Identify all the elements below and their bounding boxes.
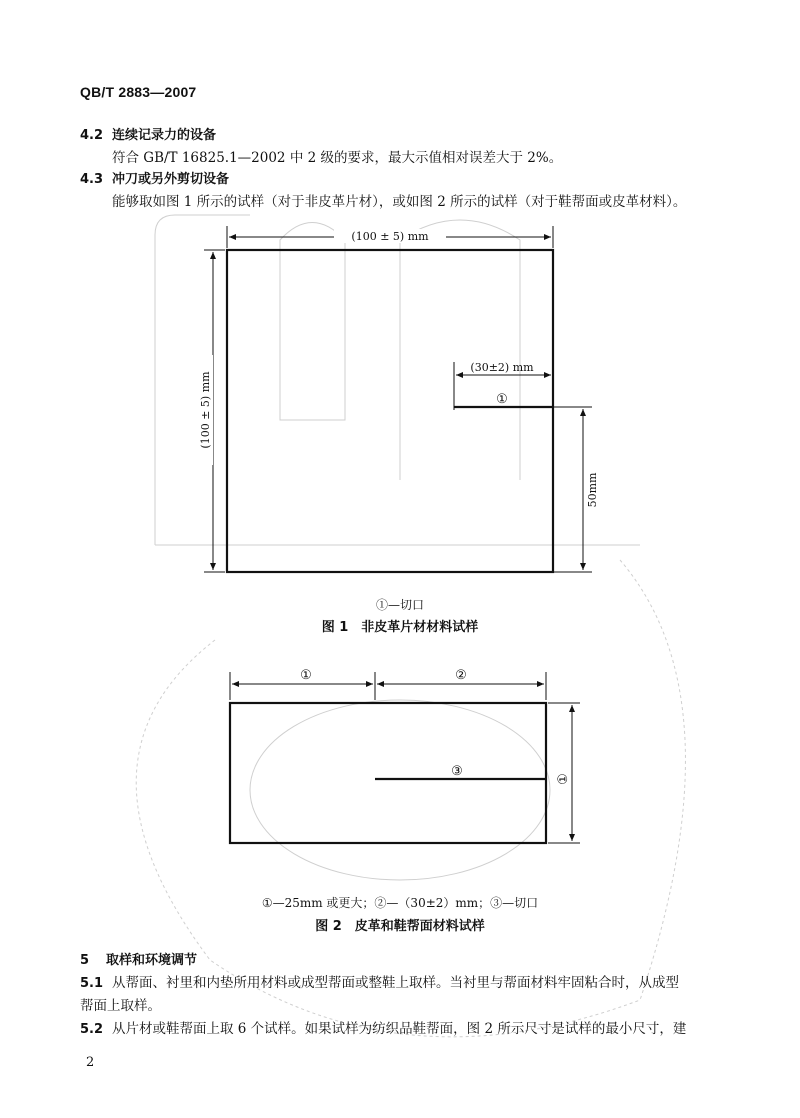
fifty-mm-label: 50mm <box>586 472 599 508</box>
section-number: 5 <box>80 953 90 968</box>
section-4-2-text: 符合 GB/T 16825.1—2002 中 2 级的要求，最大示值相对误差大于 2%。 <box>112 150 563 166</box>
figure-1 <box>199 226 599 572</box>
paragraph-text: 从帮面、衬里和内垫所用材料或成型帮面或整鞋上取样。当衬里与帮面材料牢固粘合时，从成型 <box>112 975 679 991</box>
cut-marker-1: ① <box>496 392 508 407</box>
figure-1-caption: 图 1 非皮革片材材料试样 <box>321 620 479 635</box>
specimen-outline <box>230 703 546 843</box>
figure-2 <box>230 668 580 843</box>
section-5-2 <box>80 1018 730 1041</box>
page-number: 2 <box>86 1055 95 1070</box>
width-dimension-label: (100 ± 5) mm <box>351 230 429 243</box>
dimension-marker-1: ① <box>300 668 312 683</box>
section-title: 冲刀或另外剪切设备 <box>112 172 230 187</box>
figure-2-caption: 图 2 皮革和鞋帮面材料试样 <box>315 919 485 934</box>
section-number: 4.3 <box>80 172 104 187</box>
section-number: 5.2 <box>80 1022 104 1037</box>
cut-length-label: (30±2) mm <box>470 361 534 374</box>
dimension-marker-2: ② <box>455 668 467 683</box>
section-4-3-text: 能够取如图 1 所示的试样（对于非皮革片材），或如图 2 所示的试样（对于鞋帮面或皮革材料）。 <box>112 194 687 210</box>
standard-code: QB/T 2883—2007 <box>80 84 197 100</box>
section-title: 连续记录力的设备 <box>112 128 217 143</box>
section-number: 5.1 <box>80 976 104 991</box>
figure-1-legend: ①—切口 <box>375 598 424 612</box>
specimen-outline <box>227 250 553 572</box>
section-5-heading <box>80 949 197 968</box>
cut-marker-3: ③ <box>451 764 463 779</box>
section-5-1 <box>80 972 730 1017</box>
paragraph-text: 从片材或鞋帮面上取 6 个试样。如果试样为纺织品鞋帮面，图 2 所示尺寸是试样的最小尺寸，建 <box>112 1021 687 1037</box>
section-title: 取样和环境调节 <box>106 953 198 968</box>
paragraph-text-continued: 帮面上取样。 <box>80 998 161 1014</box>
figure-2-legend: ①—25mm 或更大；②—（30±2）mm；③—切口 <box>261 896 539 910</box>
height-marker-1: ① <box>556 773 571 785</box>
section-number: 4.2 <box>80 128 104 143</box>
height-dimension-label: (100 ± 5) mm <box>199 371 212 449</box>
